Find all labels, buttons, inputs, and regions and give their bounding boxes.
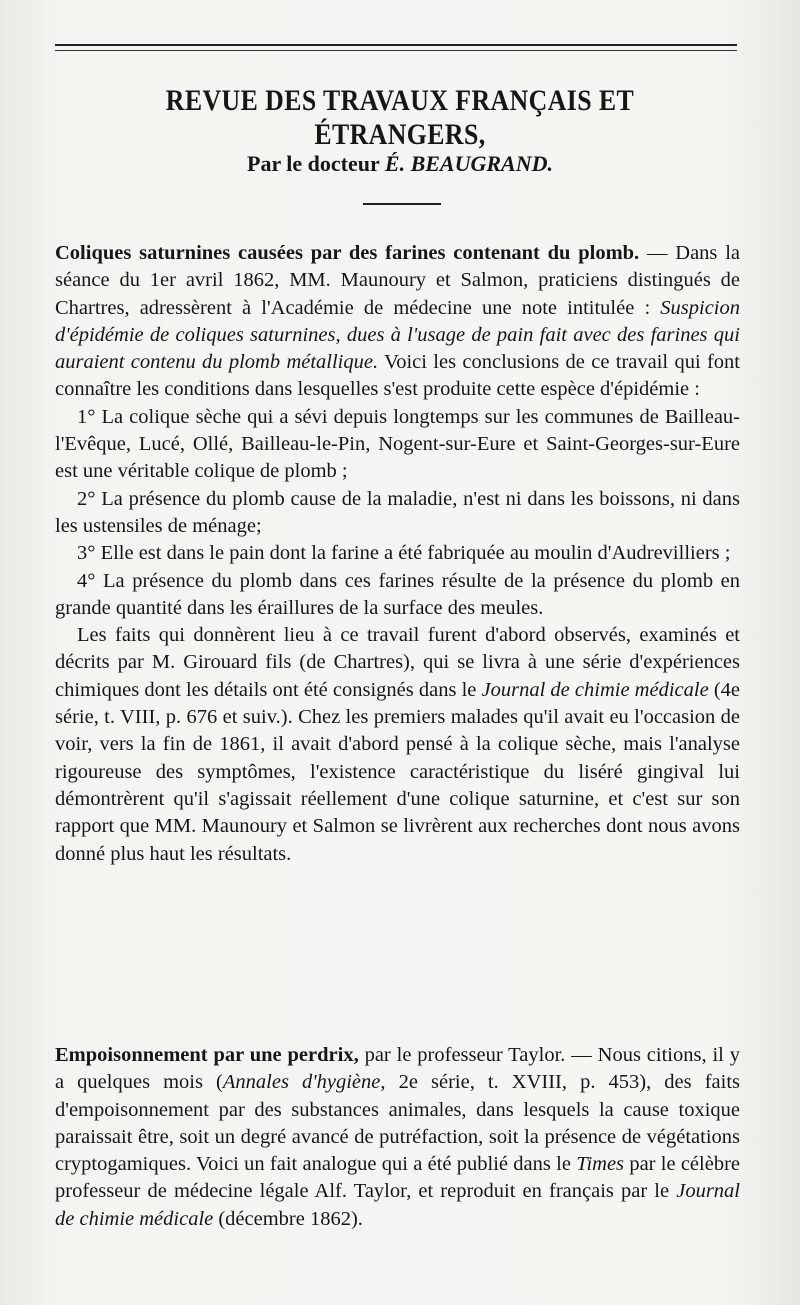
times-title: Times xyxy=(576,1153,625,1176)
conclusion-item-4: 4° La présence du plomb dans ces farines résulte de la présence du plomb en grande quantité dans les éraillures de la surface des meules. xyxy=(55,569,740,619)
journal-title: Journal de chimie médicale xyxy=(481,678,709,701)
top-double-rule xyxy=(55,44,737,46)
article-heading-2: Empoisonnement par une perdrix, xyxy=(55,1044,359,1066)
author-ref: par le professeur Taylor. xyxy=(358,1044,566,1066)
conclusion-item-1: 1° La colique sèche qui a sévi depuis longtemps sur les communes de Bailleau-l'Evêque, Lucé, Ollé, Bailleau-le-Pin, Nogent-sur-Eure et Saint-Georges-sur-Eure est une véritable colique de plomb ; xyxy=(55,405,740,483)
intro-text-a: — Dans la séance du 1er avril 1862, MM. Maunoury et Salmon, praticiens distingués de Chartres, adressèrent à l'Académie de médecine une note intitulée : xyxy=(55,242,740,319)
section-title: REVUE DES TRAVAUX FRANÇAIS ET ÉTRANGERS, xyxy=(165,84,635,151)
intro-text-b: Voici les conclusions de ce travail qui font connaître les conditions dans lesquelles s'est produite cette espèce d'épidémie : xyxy=(55,351,740,401)
perdrix-text-c: par le célèbre professeur de médecine légale Alf. Taylor, et reproduit en français par le xyxy=(55,1153,740,1203)
journal-title-2: Journal de chimie médicale xyxy=(55,1180,740,1230)
perdrix-text-d: (décembre 1862). xyxy=(213,1207,363,1230)
para2-text-b: (4e série, t. VIII, p. 676 et suiv.). Chez les premiers malades qu'il avait eu l'occasion de voir, vers la fin de 1861, il avait d'abord pensé à la colique sèche, mais l'analyse rigoureuse des symptômes, l'existence caractéristique du liséré gingival lui démontrèrent qu'il s'agissait réellement d'une colique saturnine, et c'est sur son rapport que MM. Maunoury et Salmon se livrèrent aux recherches dont nous avons donné plus haut les résultats. xyxy=(55,678,740,865)
article-perdrix xyxy=(55,1042,740,1233)
top-double-rule-thin xyxy=(55,50,737,51)
note-title: Suspicion d'épidémie de coliques saturnines, dues à l'usage de pain fait avec des farines qui auraient contenu du plomb métallique. xyxy=(55,296,740,374)
para2-text-a: Les faits qui donnèrent lieu à ce travail furent d'abord observés, examinés et décrits par M. Girouard fils (de Chartres), qui se livra à une série d'expériences chimiques dont les détails ont été consignés dans le xyxy=(55,624,740,701)
perdrix-text-a: — Nous citions, il y a quelques mois ( xyxy=(55,1044,740,1094)
perdrix-paragraph xyxy=(55,1042,740,1233)
conclusion-item-2: 2° La présence du plomb cause de la maladie, n'est ni dans les boissons, ni dans les ustensiles de ménage; xyxy=(55,487,740,537)
article-heading: Coliques saturnines causées par des farines contenant du plomb. xyxy=(55,242,640,264)
perdrix-text-b: , 2e série, t. XVIII, p. 453), des faits d'empoisonnement par des substances animales, dans lesquels la cause toxique paraissait être, soit un degré avancé de putréfaction, soit la présence de végétations cryptogamiques. Voici un fait analogue qui a été publié dans le xyxy=(55,1071,741,1176)
byline-prefix: Par le docteur xyxy=(247,151,385,176)
intro-paragraph xyxy=(55,240,740,404)
conclusion-item-3: 3° Elle est dans le pain dont la farine a été fabriquée au moulin d'Audrevilliers ; xyxy=(77,542,731,565)
author-byline xyxy=(55,151,745,177)
girouard-paragraph xyxy=(55,622,740,868)
annales-title: Annales d'hygiène xyxy=(222,1071,381,1094)
author-name: É. BEAUGRAND. xyxy=(384,151,553,176)
article-coliques xyxy=(55,240,740,868)
separator-rule xyxy=(363,203,441,205)
